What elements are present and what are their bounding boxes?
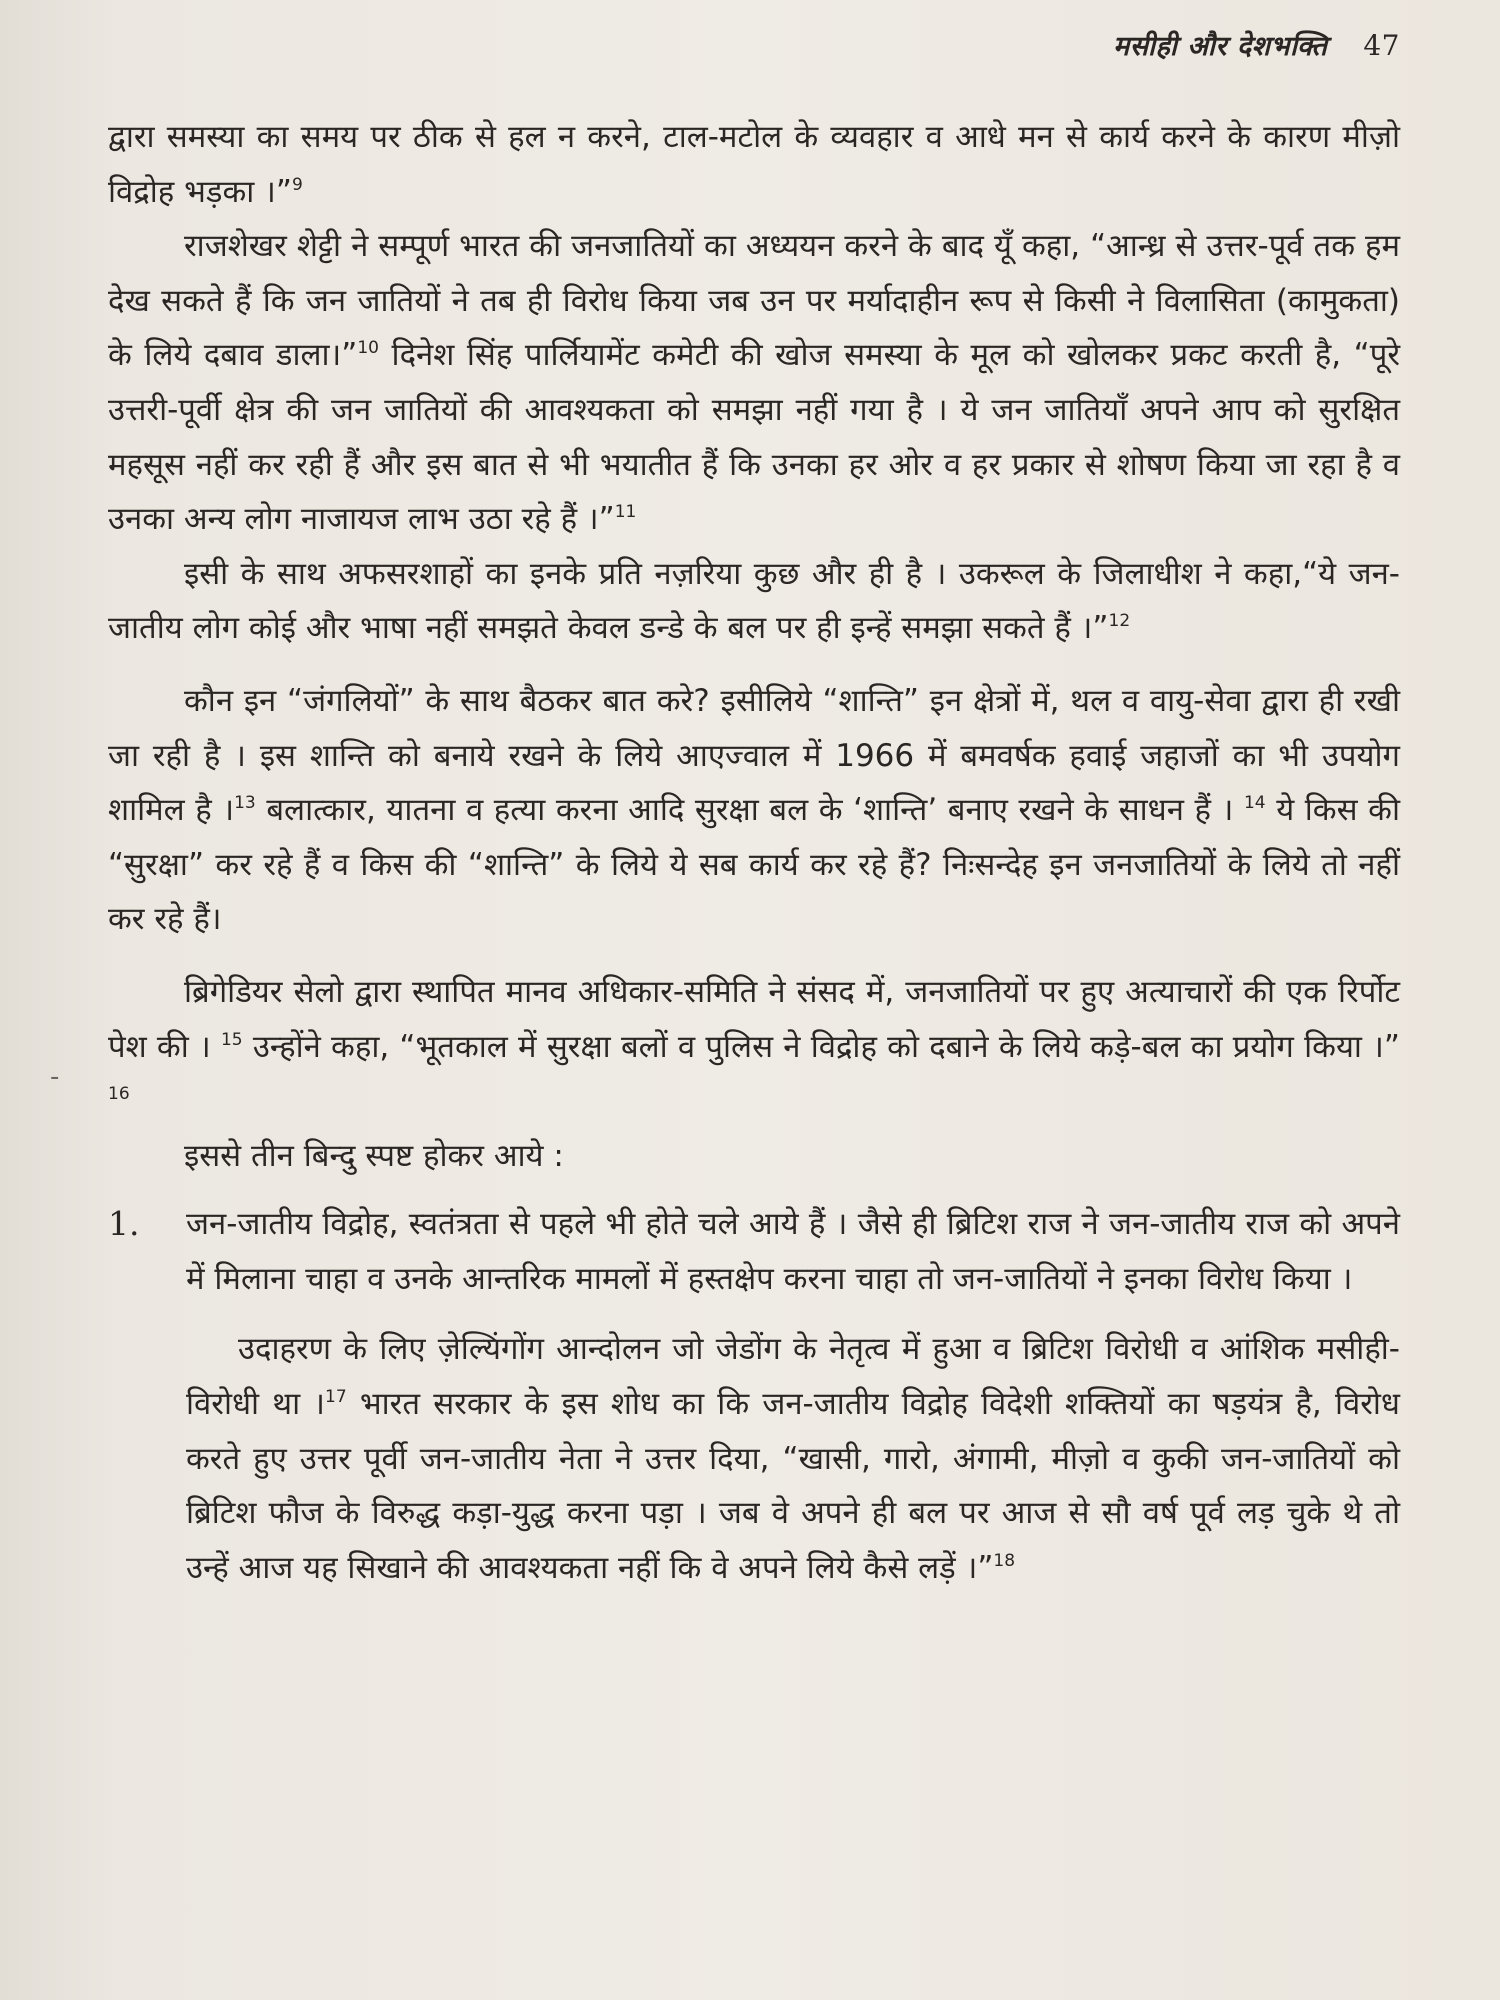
- footnote-ref: 17: [325, 1387, 347, 1408]
- footnote-ref: 12: [1108, 611, 1131, 632]
- footnote-ref: 14: [1243, 793, 1266, 814]
- footnote-ref: 15: [220, 1029, 243, 1050]
- paragraph-3: इसी के साथ अफसरशाहों का इनके प्रति नज़रिया कुछ और ही है । उकरूल के जिलाधीश ने कहा,“ये जन-जातीय लोग कोई और भाषा नहीं समझते केवल डन्डे के बल पर ही इन्हें समझा सकते हैं ।”$^{12}$: [108, 555, 1400, 647]
- footnote-ref: 11: [614, 502, 637, 523]
- paragraph-1: द्वारा समस्या का समय पर ठीक से हल न करने, टाल-मटोल के व्यवहार व आधे मन से कार्य करने के कारण मीज़ो विद्रोह भड़का ।”$^9$: [108, 119, 1400, 210]
- header-title: मसीही और देशभक्ति: [1113, 31, 1328, 62]
- paragraph-5: ब्रिगेडियर सेलो द्वारा स्थापित मानव अधिकार-समिति ने संसद में, जनजातियों पर हुए अत्याचारों की एक रिर्पोट पेश की । $^{15}$ उन्होंने कहा, “भूतकाल में सुरक्षा बलों व पुलिस ने विद्रोह को दबाने के लिये कड़े-बल का प्रयोग किया ।” $^{16}$: [108, 973, 1400, 1105]
- paragraph-2: राजशेखर शेट्टी ने सम्पूर्ण भारत की जनजातियों का अध्ययन करने के बाद यूँ कहा, “आन्ध्र से उत्तर-पूर्व तक हम देख सकते हैं कि जन जातियों ने तब ही विरोध किया जब उन पर मर्यादाहीन रूप से किसी ने विलासिता (कामुकता) के लिये दबाव डाला।”$^{10}$ दिनेश सिंह पार्लियामेंट कमेटी की खोज समस्या के मूल को खोलकर प्रकट करती है, “पूरे उत्तरी-पूर्वी क्षेत्र की जन जातियों की आवश्यकता को समझा नहीं गया है । ये जन जातियाँ अपने आप को सुरक्षित महसूस नहीं कर रही हैं और इस बात से भी भयातीत हैं कि उनका हर ओर व हर प्रकार से शोषण किया जा रहा है व उनका अन्य लोग नाजायज लाभ उठा रहे हैं ।”$^{11}$: [108, 228, 1400, 538]
- footnote-ref: 18: [993, 1550, 1016, 1571]
- running-header: [1113, 26, 1400, 63]
- margin-mark: -: [50, 1062, 60, 1092]
- numbered-item-1: [108, 1197, 1400, 1306]
- footnote-ref: 9: [291, 174, 303, 195]
- item-text: जन-जातीय विद्रोह, स्वतंत्रता से पहले भी होते चले आये हैं । जैसे ही ब्रिटिश राज ने जन-जातीय राज को अपने में मिलाना चाहा व उनके आन्तरिक मामलों में हस्तक्षेप करना चाहा तो जन-जातियों ने इनका विरोध किया ।: [186, 1206, 1400, 1297]
- item-number: 1.: [108, 1204, 140, 1244]
- body-text: [108, 110, 1400, 1595]
- page-number: 47: [1363, 29, 1400, 62]
- paragraph-6: इससे तीन बिन्दु स्पष्ट होकर आये :: [184, 1137, 564, 1174]
- footnote-ref: 10: [357, 338, 379, 359]
- footnote-ref: 13: [234, 793, 256, 814]
- example-paragraph: उदाहरण के लिए ज़ेल्यिंगोंग आन्दोलन जो जेडोंग के नेतृत्व में हुआ व ब्रिटिश विरोधी व आंशिक मसीही-विरोधी था ।$^{17}$ भारत सरकार के इस शोध का कि जन-जातीय विद्रोह विदेशी शक्तियों का षड़यंत्र है, विरोध करते हुए उत्तर पूर्वी जन-जातीय नेता ने उत्तर दिया, “खासी, गारो, अंगामी, मीज़ो व कुकी जन-जातियों को ब्रिटिश फौज के विरुद्ध कड़ा-युद्ध करना पड़ा । जब वे अपने ही बल पर आज से सौ वर्ष पूर्व लड़ चुके थे तो उन्हें आज यह सिखाने की आवश्यकता नहीं कि वे अपने लिये कैसे लड़ें ।”$^{18}$: [186, 1331, 1400, 1586]
- footnote-ref: 16: [108, 1084, 130, 1105]
- paragraph-4: कौन इन “जंगलियों” के साथ बैठकर बात करे? इसीलिये “शान्ति” इन क्षेत्रों में, थल व वायु-सेवा द्वारा ही रखी जा रही है । इस शान्ति को बनाये रखने के लिये आएज्वाल में 1966 में बमवर्षक हवाई जहाजों का भी उपयोग शामिल है ।$^{13}$ बलात्कार, यातना व हत्या करना आदि सुरक्षा बल के ‘शान्ति’ बनाए रखने के साधन हैं । $^{14}$ ये किस की “सुरक्षा” कर रहे हैं व किस की “शान्ति” के लिये ये सब कार्य कर रहे हैं? निःसन्देह इन जनजातियों के लिये तो नहीं कर रहे हैं।: [108, 682, 1400, 938]
